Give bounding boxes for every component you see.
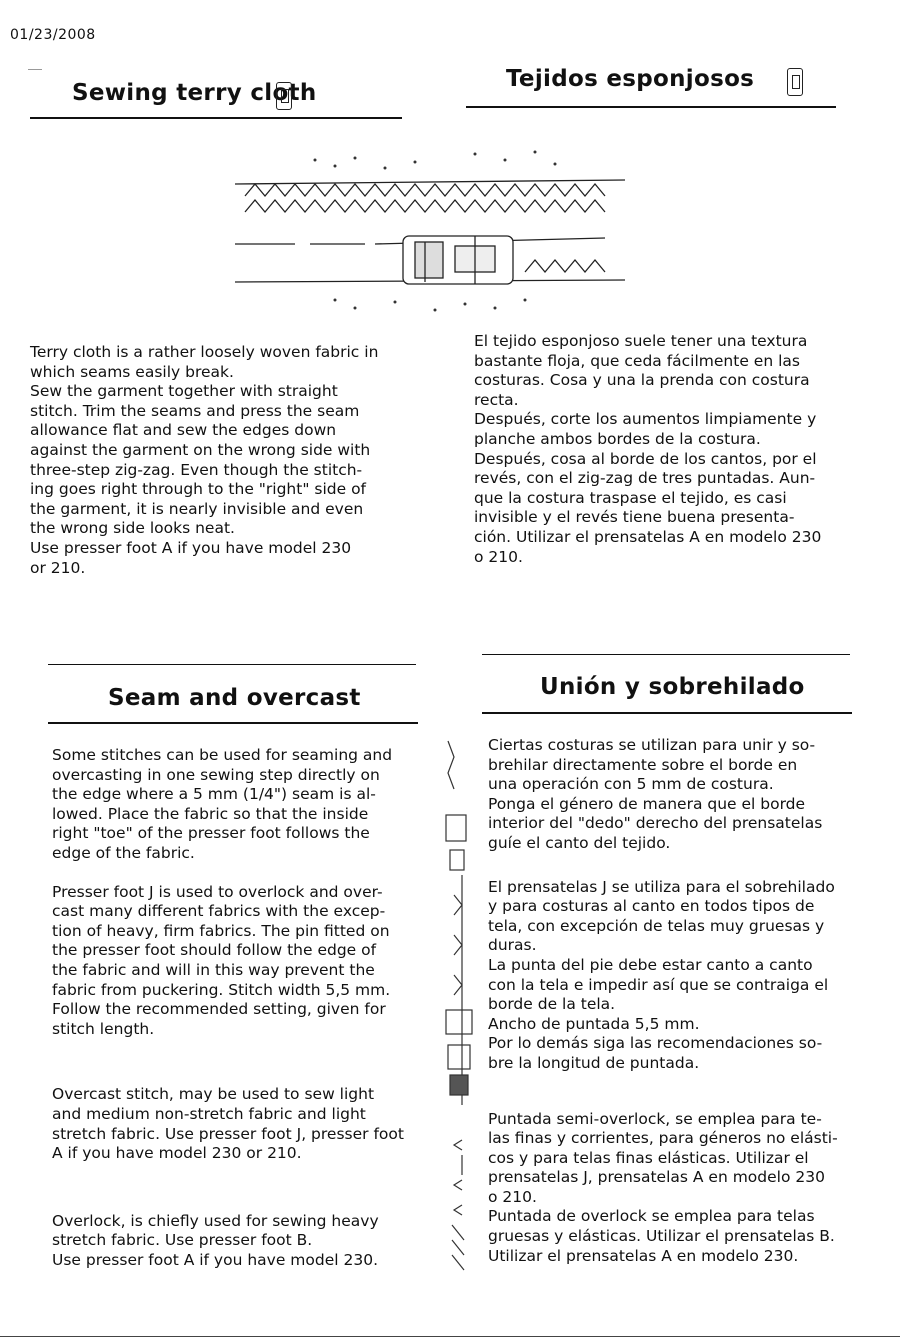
page-bottom-edge	[0, 1336, 900, 1337]
overlock-symbol	[452, 1225, 464, 1240]
es-union-paragraph-1: Ciertas costuras se utilizan para unir y so- brehilar directamente sobre el borde en una operación con 5 mm de costura. Ponga el género de manera que el borde interior del "dedo" derecho del prensatelas guíe el canto del tejido.	[488, 736, 823, 852]
overcast-symbol	[454, 1205, 462, 1215]
presser-foot-symbol	[446, 815, 466, 841]
corner-mark	[28, 69, 42, 70]
es-section-top-rule	[482, 654, 850, 655]
en-section-top-rule	[48, 664, 416, 665]
en-seam-paragraph-1: Some stitches can be used for seaming and overcasting in one sewing step directly on the edge where a 5 mm (1/4") seam is al- lowed. Place the fabric so that the inside right "toe" of the presser foot follows the edge of the fabric.	[52, 746, 393, 862]
en-terry-paragraph: Terry cloth is a rather loosely woven fabric in which seams easily break. Sew the garment together with straight stitch. Trim the seams and press the seam allowance flat and sew the edges down against the garment on the wrong side with three-step zig-zag. Even though the stitch- ing goes right through to the "right" side of the garment, it is nearly invisible and even the wrong side looks neat. Use presser foot A if you have model 230 or 210.	[30, 343, 379, 577]
en-title-terry: Sewing terry cloth	[72, 80, 317, 106]
presser-foot-symbol	[448, 1045, 470, 1069]
es-terry-text	[474, 332, 884, 567]
presser-foot-symbol	[450, 850, 464, 870]
es-title-terry: Tejidos esponjosos	[506, 66, 755, 92]
presser-foot-symbol	[450, 1075, 468, 1095]
overlock-symbol	[452, 1255, 464, 1270]
es-title-underline	[466, 106, 836, 108]
en-seam-paragraph-3: Overcast stitch, may be used to sew light and medium non-stretch fabric and light stretch fabric. Use presser foot J, presser foot A if you have model 230 or 210.	[52, 1085, 404, 1163]
en-seam-text	[52, 746, 432, 1270]
es-terry-paragraph: El tejido esponjoso suele tener una textura bastante floja, que ceda fácilmente en las costuras. Cosa y una la prenda con costura recta. Después, corte los aumentos limpiamente y planche ambos bordes de la costura. Después, cosa al borde de los cantos, por el revés, con el zig-zag de tres puntadas. Aun- que la costura traspase el tejido, es casi invisible y el revés tiene buena presenta- ción. Utilizar el prensatelas A en modelo 230 o 210.	[474, 332, 822, 566]
overcast-symbol	[454, 1140, 462, 1150]
zigzag-stitch-row	[245, 200, 605, 212]
stitch-pattern-icon	[787, 68, 803, 96]
stitch-symbol	[454, 935, 462, 955]
stitch-symbol	[454, 975, 462, 995]
es-union-text	[488, 736, 873, 1266]
en-seam-paragraph-2: Presser foot J is used to overlock and over- cast many different fabrics with the excep- tion of heavy, firm fabrics. The pin fitted on the presser foot should follow the edge of the fabric and will in this way prevent the fabric from puckering. Stitch width 5,5 mm. Follow the recommended setting, given for stitch length.	[52, 882, 391, 1038]
zigzag-stitch-row	[245, 184, 605, 196]
es-section-bottom-rule	[482, 712, 852, 714]
en-seam-paragraph-4: Overlock, is chiefly used for sewing heavy stretch fabric. Use presser foot B. Use presser foot A if you have model 230.	[52, 1211, 379, 1269]
presser-foot-symbol	[446, 1010, 472, 1034]
es-union-paragraph-2: El prensatelas J se utiliza para el sobrehilado y para costuras al canto en todos tipos de tela, con excepción de telas muy gruesas y duras. La punta del pie debe estar canto a canto con la tela e impedir así que se contraiga el borde de la tela. Ancho de puntada 5,5 mm. Por lo demás siga las recomendaciones so- bre la longitud de puntada.	[488, 877, 835, 1072]
en-terry-text	[30, 343, 430, 578]
stitch-symbol	[448, 741, 454, 789]
overcast-symbol	[454, 1180, 462, 1190]
terry-cloth-illustration	[225, 140, 645, 325]
overlock-symbol	[452, 1240, 464, 1255]
en-section-bottom-rule	[48, 722, 418, 724]
en-title-seam: Seam and overcast	[108, 685, 361, 711]
es-title-union: Unión y sobrehilado	[540, 674, 805, 700]
page-date: 01/23/2008	[10, 27, 96, 43]
stitch-pattern-icon	[276, 82, 292, 110]
stitch-symbols-column	[440, 735, 480, 1295]
stitch-symbol	[454, 895, 462, 915]
es-union-paragraph-3: Puntada semi-overlock, se emplea para te- las finas y corrientes, para géneros no elásti- cos y para telas finas elásticas. Utilizar el prensatelas J, prensatelas A en modelo 230 o 210. Puntada de overlock se emplea para telas gruesas y elásticas. Utilizar el prensatelas B. Utilizar el prensatelas A en modelo 230.	[488, 1109, 838, 1265]
zigzag-stitch-row	[525, 260, 605, 272]
en-title-underline	[30, 117, 402, 119]
